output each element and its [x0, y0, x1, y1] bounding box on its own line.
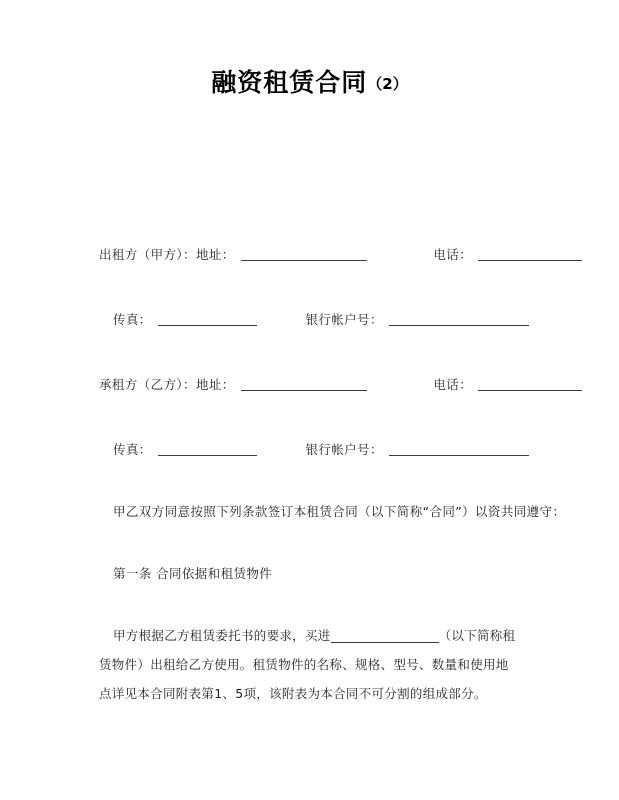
leased-item-field[interactable] — [331, 629, 439, 643]
lessor-phone-field[interactable] — [478, 247, 582, 261]
lessee-fax-label: 传真： — [113, 442, 152, 457]
lessor-bank-label: 银行帐户号： — [305, 312, 383, 327]
lessor-fax-field[interactable] — [158, 312, 257, 326]
article-one-body-continued: 出租给乙方使用。租赁物件的名称、规格、型号、数量和使用地点详见本合同附表第1、5项，该附表为本合同不可分割的组成部分。 — [99, 657, 509, 701]
lessor-phone-label: 电话： — [433, 247, 473, 262]
lessor-fax-label: 传真： — [113, 312, 152, 327]
article-one-heading: 第一条 合同依据和租赁物件 — [113, 566, 273, 581]
article-one-body-lead: 甲方根据乙方租赁委托书的要求，买进 — [113, 628, 331, 643]
spacer — [99, 400, 519, 435]
lessee-phone-field[interactable] — [478, 377, 582, 391]
spacer — [99, 527, 519, 559]
document-title-suffix: （2） — [367, 75, 408, 93]
article-one-body — [99, 621, 519, 708]
spacer — [99, 589, 519, 621]
document-body — [99, 240, 566, 708]
lessor-address-row — [99, 240, 519, 270]
lessee-address-label: 承租方（乙方）：地址： — [99, 377, 235, 392]
article-one-body-tail: （以下简称租赁物件） — [99, 628, 516, 672]
lessee-fax-field[interactable] — [158, 442, 257, 456]
lessor-fax-row — [99, 305, 519, 335]
document-title — [0, 63, 619, 99]
spacer — [99, 335, 519, 370]
document-title-main: 融资租赁合同 — [211, 68, 368, 97]
lessor-address-field[interactable] — [241, 247, 367, 261]
lessor-bank-field[interactable] — [389, 312, 529, 326]
preamble-paragraph: 甲乙双方同意按照下列条款签订本租赁合同（以下简称“合同”）以资共同遵守： — [113, 504, 566, 519]
lessor-address-label: 出租方（甲方）：地址： — [99, 247, 235, 262]
lessee-fax-row — [99, 435, 519, 465]
lessee-bank-field[interactable] — [389, 442, 529, 456]
lessee-address-row — [99, 370, 519, 400]
lessee-phone-label: 电话： — [433, 377, 473, 392]
spacer — [99, 270, 519, 305]
lessee-bank-label: 银行帐户号： — [305, 442, 383, 457]
lessee-address-field[interactable] — [241, 377, 367, 391]
spacer — [99, 465, 519, 497]
